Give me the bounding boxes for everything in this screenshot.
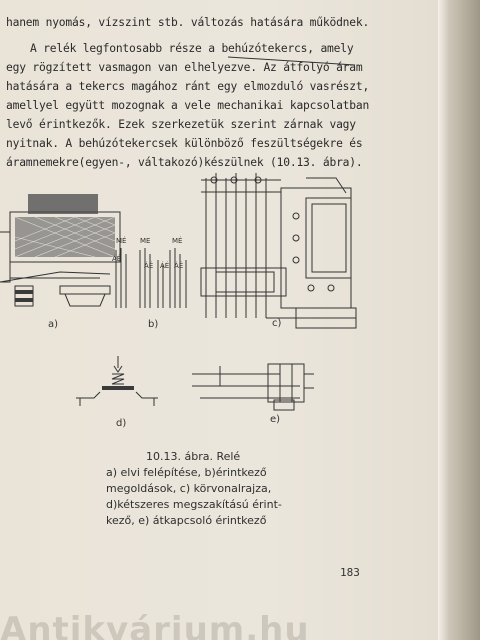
book-spine-gutter [438, 0, 480, 640]
figure-c-outline-drawing [196, 168, 366, 336]
contact-label: ÁÉ [174, 262, 184, 270]
caption-line: a) elvi felépítése, b)érintkező [106, 466, 267, 479]
figure-e-changeover-contact [190, 360, 320, 415]
panel-label-c: c) [272, 318, 282, 329]
body-line: nyitnak. A behúzótekercsek különböző feszültségekre és [6, 137, 363, 150]
panel-label-e: e) [270, 414, 281, 425]
body-line: hanem nyomás, vízszint stb. változás hatására működnek. [6, 16, 370, 29]
caption-line: d)kétszeres megszakítású érint- [106, 498, 282, 511]
body-line: levő érintkezők. Ezek szerkezetük szerint zárnak vagy [6, 118, 356, 131]
figure-d-double-break-contact [72, 354, 162, 414]
figure-b-contacts [108, 240, 193, 310]
contact-label: MÉ [116, 237, 127, 245]
contact-label: ÁÉ [144, 262, 154, 270]
watermark-logo: Antikvárium.hu [0, 610, 310, 640]
page-number: 183 [340, 566, 360, 579]
panel-label-a: a) [48, 319, 59, 330]
body-line: A relék legfontosabb része a behúzótekercs, amely [30, 42, 354, 55]
caption-line: megoldások, c) körvonalrajza, [106, 482, 272, 495]
contact-label: ME [140, 237, 151, 245]
panel-label-b: b) [148, 319, 159, 330]
body-line: egy rögzített vasmagon van elhelyezve. Az átfolyó áram [6, 61, 363, 74]
caption-line: kező, e) átkapcsoló érintkező [106, 514, 267, 527]
body-line: hatására a tekercs magához ránt egy elmozduló vasrészt, [6, 80, 370, 93]
caption-line: 10.13. ábra. Relé [146, 450, 241, 463]
contact-label: MÉ [172, 237, 183, 245]
body-line: áramnemekre(egyen-, váltakozó)készülnek (10.13. ábra). [6, 156, 363, 169]
contact-label: ÁÉ [112, 255, 122, 263]
contact-label: ÁÉ [160, 262, 170, 270]
panel-label-d: d) [116, 418, 127, 429]
body-line: amellyel együtt mozognak a vele mechanikai kapcsolatban [6, 99, 370, 112]
